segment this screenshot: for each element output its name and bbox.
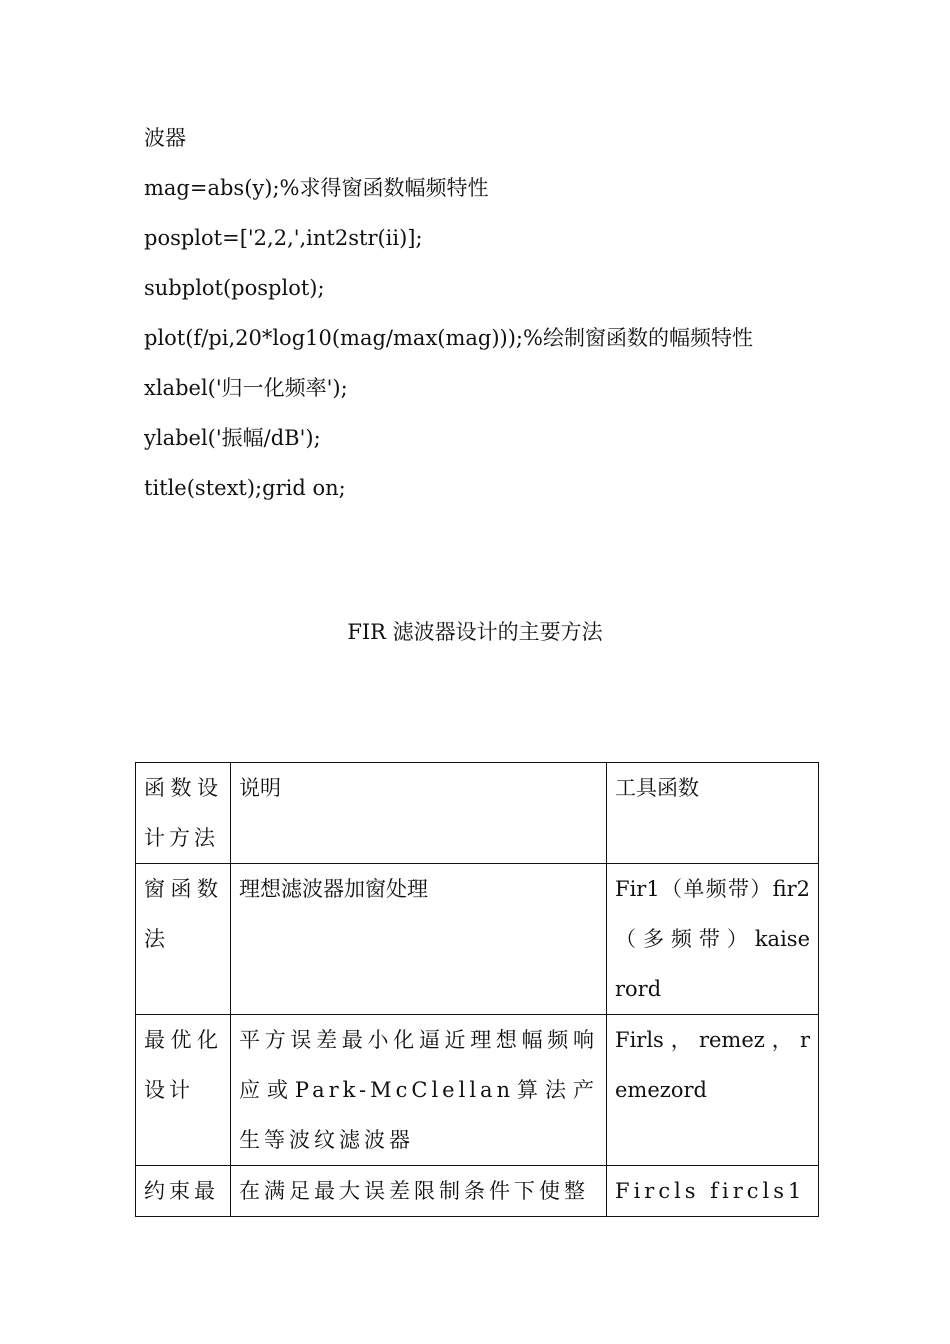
code-line: posplot=['2,2,',int2str(ii)]; <box>144 226 423 250</box>
cell-description: 在满足最大误差限制条件下使整 <box>231 1166 607 1217</box>
cell-method: 最优化设计 <box>136 1015 231 1166</box>
header-tool-functions: 工具函数 <box>607 763 819 864</box>
table-header-row <box>136 763 819 864</box>
cell-tool-functions: Firls ， remez ， remezord <box>607 1015 819 1166</box>
section-title: FIR 滤波器设计的主要方法 <box>347 620 603 644</box>
table-row <box>136 1166 819 1217</box>
code-line: title(stext);grid on; <box>144 476 346 500</box>
header-method: 函数设计方法 <box>136 763 231 864</box>
code-line: xlabel('归一化频率'); <box>144 376 348 400</box>
fir-methods-table <box>135 762 819 1217</box>
table-row <box>136 1015 819 1166</box>
code-line: 波器 <box>144 126 186 150</box>
code-line: subplot(posplot); <box>144 276 325 300</box>
code-line: ylabel('振幅/dB'); <box>144 426 321 450</box>
cell-description: 平方误差最小化逼近理想幅频响应或Park-McClellan算法产生等波纹滤波器 <box>231 1015 607 1166</box>
cell-tool-functions: Fircls fircls1 <box>607 1166 819 1217</box>
code-line: plot(f/pi,20*log10(mag/max(mag)));%绘制窗函数的幅频特性 <box>144 326 753 350</box>
cell-method: 约束最 <box>136 1166 231 1217</box>
cell-method: 窗函数法 <box>136 864 231 1015</box>
cell-tool-functions: Fir1（单频带）fir2（ 多 频 带 ） kaiserord <box>607 864 819 1015</box>
header-description: 说明 <box>231 763 607 864</box>
code-line: mag=abs(y);%求得窗函数幅频特性 <box>144 176 489 200</box>
cell-description: 理想滤波器加窗处理 <box>231 864 607 1015</box>
table-row <box>136 864 819 1015</box>
code-block <box>144 113 753 513</box>
